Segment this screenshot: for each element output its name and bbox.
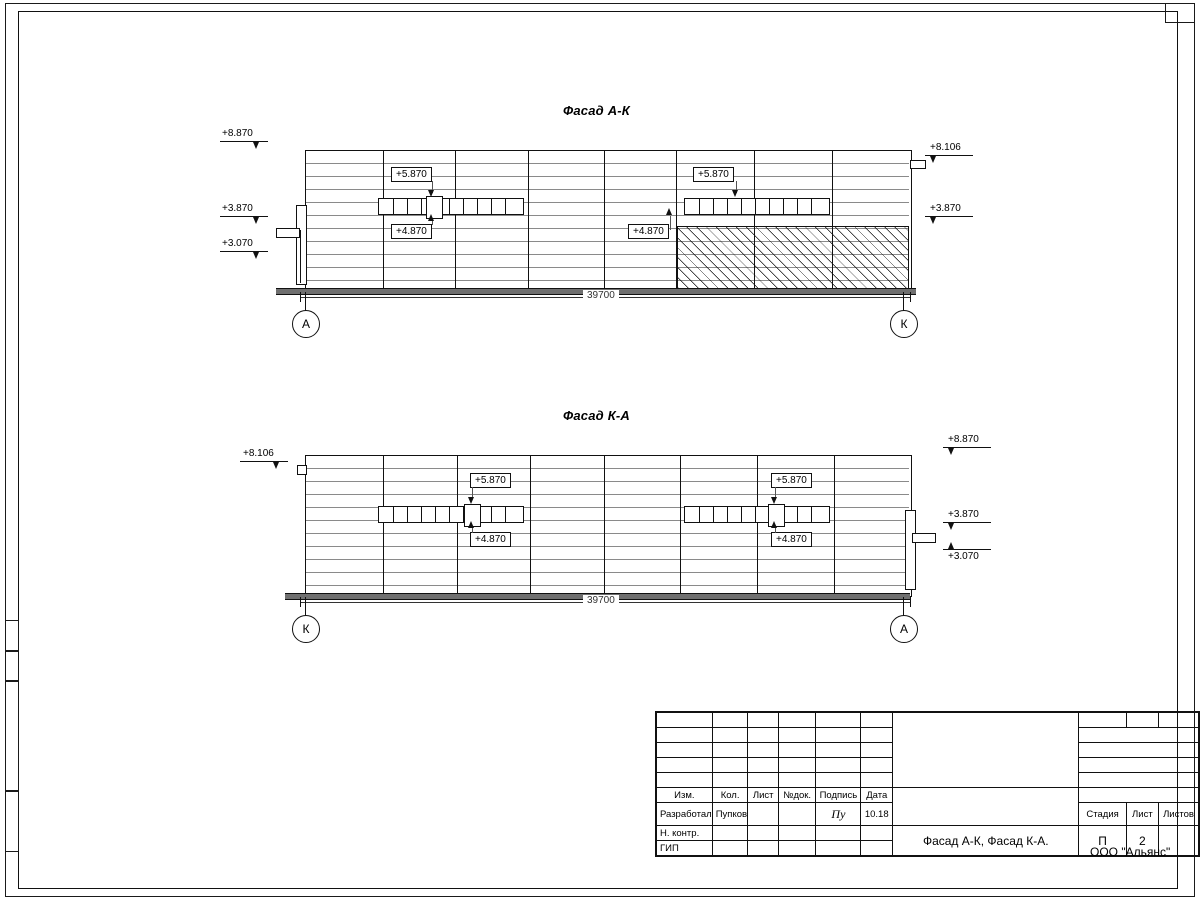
- row-role-2: ГИП: [657, 841, 713, 856]
- row-date-1: [861, 826, 893, 841]
- facade-1-title: Фасад А-К: [563, 103, 630, 118]
- facade-1-left-projection: [296, 205, 307, 285]
- row-date-0: 10.18: [861, 803, 893, 826]
- facade-2-window-top-2: +5.870: [771, 473, 812, 488]
- facade-2-window-right: [684, 506, 830, 523]
- facade-1-window-top-2: +5.870: [693, 167, 734, 182]
- th-izm: Изм.: [657, 788, 713, 803]
- row-sign-0: Пу: [816, 803, 861, 826]
- facade-2-dimension-value: 39700: [583, 595, 619, 606]
- facade-1-hatched-panel: [677, 226, 909, 289]
- facade-2-title: Фасад К-А: [563, 408, 630, 423]
- margin-stub-3: [5, 680, 19, 792]
- facade-1-window-top-1: +5.870: [391, 167, 432, 182]
- facade-1-window-bot-1: +4.870: [391, 224, 432, 239]
- row-role-0: Разработал: [657, 803, 713, 826]
- th-list: Лист: [748, 788, 778, 803]
- row-sign-1: [816, 826, 861, 841]
- row-name-1: [712, 826, 748, 841]
- facade-1-level-top-left: +8.870: [222, 128, 253, 139]
- facade-2-left-projection: [297, 465, 307, 475]
- facade-2-level-top-right: +8.870: [948, 434, 979, 445]
- sheet-value: 2: [1126, 826, 1158, 856]
- facade-2-level-top-left: +8.106: [243, 448, 274, 459]
- facade-1-level-low-left: +3.070: [222, 238, 253, 249]
- row-name-0: Пупков: [712, 803, 748, 826]
- th-data: Дата: [861, 788, 893, 803]
- sheet-corner-stub: [1165, 3, 1194, 23]
- th-podpis: Подпись: [816, 788, 861, 803]
- facade-2-axis-right: А: [890, 615, 918, 643]
- th-ndok: №док.: [778, 788, 816, 803]
- row-role-1: Н. контр.: [657, 826, 713, 841]
- facade-1-axis-right: К: [890, 310, 918, 338]
- row-date-2: [861, 841, 893, 856]
- facade-2-right-platform: [912, 533, 936, 543]
- facade-2-window-bot-2: +4.870: [771, 532, 812, 547]
- margin-stub-4: [5, 790, 19, 852]
- margin-stub-1: [5, 620, 19, 652]
- facade-1-level-mid-left: +3.870: [222, 203, 253, 214]
- facade-1-level-top-right: +8.106: [930, 142, 961, 153]
- facade-2-window-left: [378, 506, 524, 523]
- th-sheets: Листов: [1159, 803, 1199, 826]
- row-sign-2: [816, 841, 861, 856]
- facade-2-window-bot-1: +4.870: [470, 532, 511, 547]
- title-block: [655, 711, 1200, 857]
- th-sheet: Лист: [1126, 803, 1158, 826]
- margin-stub-2: [5, 650, 19, 682]
- facade-1-level-mid-right: +3.870: [930, 203, 961, 214]
- facade-2-wall: [305, 455, 912, 597]
- facade-2-axis-left: К: [292, 615, 320, 643]
- facade-1-right-projection: [910, 160, 926, 169]
- facade-1-window-bot-2: +4.870: [628, 224, 669, 239]
- stage-value: П: [1079, 826, 1126, 856]
- th-stage: Стадия: [1079, 803, 1126, 826]
- facade-1-dimension-value: 39700: [583, 290, 619, 301]
- facade-1-window-right: [684, 198, 830, 215]
- facade-1-window-left: [378, 198, 524, 215]
- company-name: ООО "Альянс": [1090, 845, 1171, 859]
- facade-2-level-mid-right: +3.870: [948, 509, 979, 520]
- facade-2-level-low-right: +3.070: [948, 551, 979, 562]
- drawing-name: Фасад А-К, Фасад К-А.: [893, 826, 1079, 856]
- th-kol: Кол.: [712, 788, 748, 803]
- facade-2-window-top-1: +5.870: [470, 473, 511, 488]
- facade-1-axis-left: А: [292, 310, 320, 338]
- row-name-2: [712, 841, 748, 856]
- facade-1-left-platform: [276, 228, 300, 238]
- facade-2-right-projection: [905, 510, 916, 590]
